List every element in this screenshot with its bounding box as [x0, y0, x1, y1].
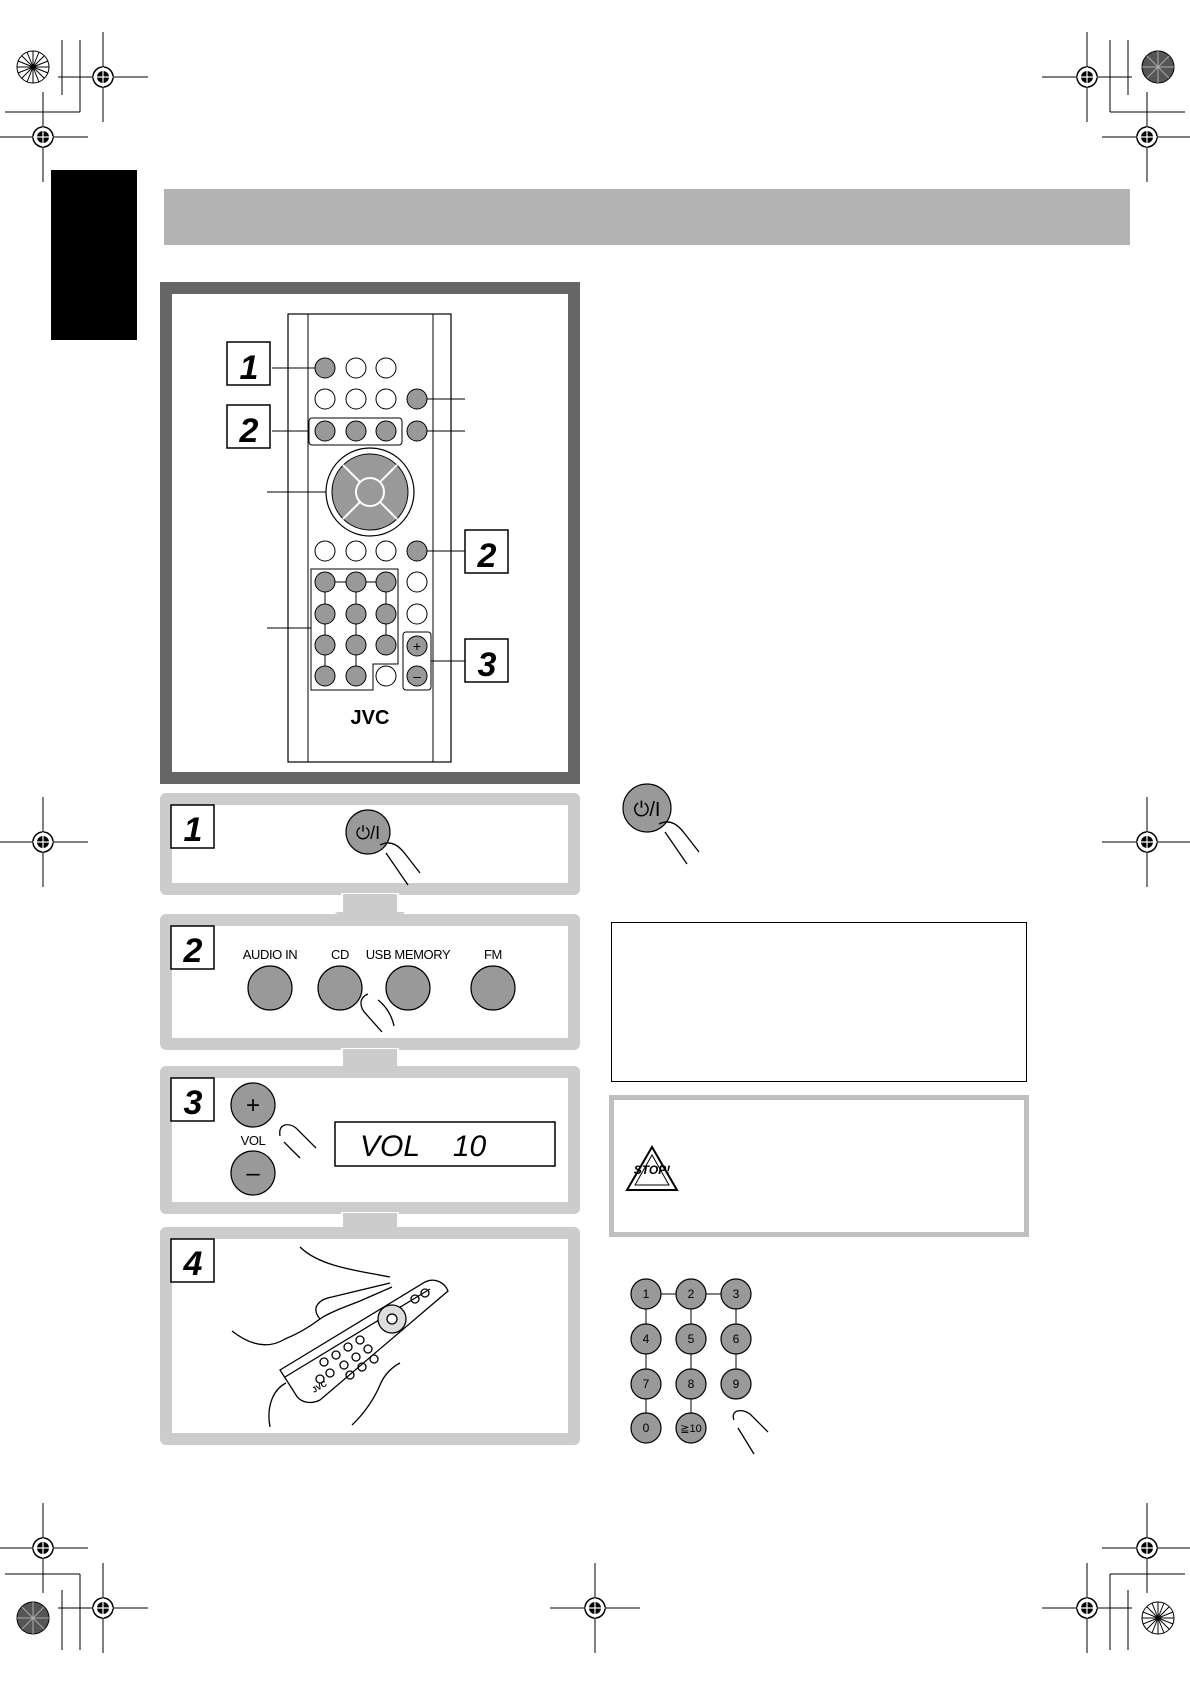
display-text: VOL 10 [360, 1130, 487, 1163]
key-2: 2 [687, 1287, 695, 1301]
callout-2-right: 2 [477, 537, 497, 575]
remote-brand: JVC [350, 707, 390, 729]
cd-button [318, 966, 362, 1010]
note-box [611, 922, 1027, 1082]
callout-1: 1 [239, 349, 259, 387]
key-6: 6 [732, 1332, 740, 1346]
pointing-finger-icon [280, 1125, 316, 1158]
standby-button-symbol: ⏻/I [633, 799, 661, 821]
step-2-illustration [160, 914, 580, 1050]
step-1-illustration [160, 793, 580, 895]
power-button-symbol: ⏻/I [355, 823, 381, 843]
title-bar [164, 189, 1130, 245]
remote-vol-plus-symbol: + [412, 638, 422, 654]
key-4: 4 [642, 1332, 650, 1346]
remote-illustration [160, 282, 580, 784]
audio-in-button [248, 966, 292, 1010]
callout-2: 2 [239, 412, 259, 450]
step-2-number: 2 [183, 932, 203, 970]
key-9: 9 [732, 1377, 740, 1391]
pointing-finger-icon [733, 1411, 768, 1454]
vol-minus-symbol: – [246, 1160, 260, 1187]
callout-3: 3 [477, 646, 497, 684]
pointing-finger-icon [659, 822, 699, 864]
key-8: 8 [687, 1377, 695, 1391]
step-4-illustration [160, 1227, 580, 1445]
numeric-keypad-illustration [620, 1270, 790, 1470]
vol-plus-symbol: + [245, 1092, 261, 1119]
stop-icon-text: STOP! [633, 1163, 671, 1177]
remote-vol-minus-symbol: – [413, 668, 421, 684]
step-4-number: 4 [183, 1245, 203, 1283]
audio-in-label: AUDIO IN [242, 947, 298, 962]
key-1: 1 [642, 1287, 650, 1301]
held-remote-brand: JVC [310, 1379, 329, 1395]
step-3-number: 3 [183, 1084, 203, 1122]
key-0: 0 [642, 1421, 650, 1435]
step-3-illustration [160, 1066, 580, 1214]
fm-button [471, 966, 515, 1010]
key-5: 5 [687, 1332, 695, 1346]
usb-memory-label: USB MEMORY [365, 947, 451, 962]
usb-memory-button [386, 966, 430, 1010]
key-7: 7 [642, 1377, 650, 1391]
standby-illustration [615, 780, 715, 870]
cd-label: CD [331, 947, 349, 962]
vol-label: VOL [240, 1133, 266, 1148]
step-1-number: 1 [183, 811, 203, 849]
fm-label: FM [484, 947, 502, 962]
key-3: 3 [732, 1287, 740, 1301]
section-tab [51, 170, 137, 340]
key-10-plus: ≧10 [680, 1423, 702, 1435]
stop-warning-icon [624, 1144, 680, 1194]
pointing-finger-icon [380, 843, 420, 885]
